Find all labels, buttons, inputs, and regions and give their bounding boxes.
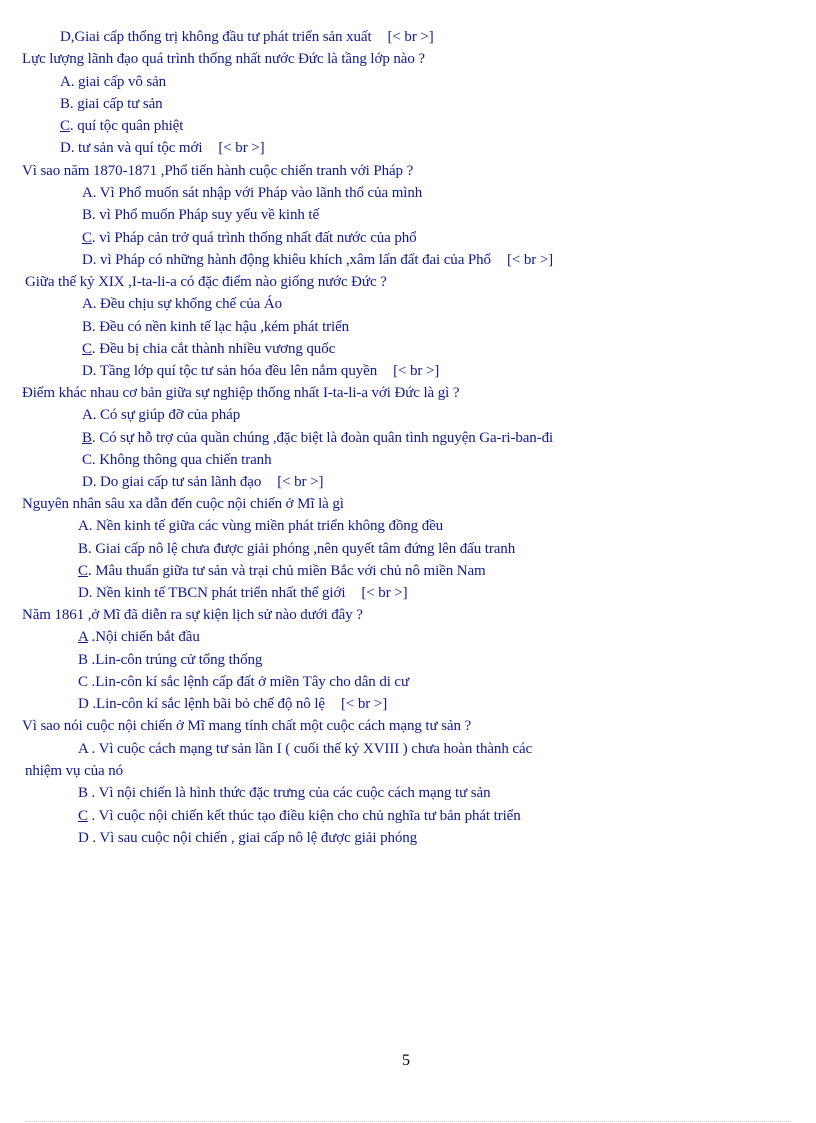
line-text: B . Vì nội chiến là hình thức đặc trưng của các cuộc cách mạng tư sản: [78, 785, 491, 801]
answer-key-letter: C: [82, 341, 92, 357]
br-tag: [< br >]: [506, 252, 554, 268]
line-text: C .Lin-côn kí sắc lệnh cấp đất ở miền Tây cho dân di cư: [78, 674, 410, 690]
text-line: [60, 72, 166, 92]
text-line: [78, 672, 409, 692]
line-text: B .Lin-côn trúng cử tổng thống: [78, 652, 263, 668]
answer-key-letter: B: [82, 430, 92, 446]
line-text: D. tư sản và quí tộc mới: [60, 140, 203, 156]
line-text: D . Vì sau cuộc nội chiến , giai cấp nô lệ được giải phóng: [78, 830, 418, 846]
footer-divider: [25, 1121, 791, 1122]
answer-key-letter: A: [78, 629, 88, 645]
answer-key-letter: C: [82, 230, 92, 246]
line-text: A. Có sự giúp đỡ của pháp: [82, 407, 241, 423]
question-line-with-break: [60, 27, 434, 47]
line-text: Giữa thế kỷ XIX ,I-ta-li-a có đặc điểm nào giống nước Đức ?: [25, 274, 387, 290]
text-line: [82, 317, 349, 337]
text-line: [82, 183, 422, 203]
line-text: . Đều bị chia cắt thành nhiều vương quốc: [91, 341, 336, 357]
line-text: D .Lin-côn kí sắc lệnh bãi bỏ chế độ nô lệ: [78, 696, 325, 712]
text-line: [82, 450, 271, 470]
line-text: B. giai cấp tư sản: [60, 96, 163, 112]
text-line: [78, 627, 200, 647]
text-line: [22, 605, 363, 625]
text-line: [82, 428, 553, 448]
text-line: [60, 94, 163, 114]
line-text: A. Vì Phổ muốn sát nhập với Pháp vào lãnh thổ của mình: [82, 185, 423, 201]
text-line: [78, 561, 486, 581]
answer-key-letter: C: [78, 563, 88, 579]
br-tag: [< br >]: [277, 474, 324, 490]
text-line: [22, 383, 459, 403]
text-line: [78, 783, 491, 803]
line-text: A. giai cấp vô sản: [60, 74, 167, 90]
line-text: D. Nền kinh tế TBCN phát triển nhất thế giới: [78, 585, 346, 601]
text-line: [22, 716, 471, 736]
text-line: [25, 761, 123, 781]
text-line: [82, 294, 282, 314]
question-line-with-break: [82, 361, 439, 381]
text-line: [60, 116, 183, 136]
line-text: .Nội chiến bắt đầu: [87, 629, 200, 645]
line-text: D. Do giai cấp tư sản lãnh đạo: [82, 474, 262, 490]
line-text: D. Tầng lớp quí tộc tư sản hóa đều lên nắm quyền: [82, 363, 378, 379]
br-tag: [< br >]: [393, 363, 440, 379]
line-text: . Mâu thuẩn giữa tư sản và trại chủ miền Bắc với chủ nô miền Nam: [87, 563, 486, 579]
line-text: Điểm khác nhau cơ bản giữa sự nghiệp thống nhất I-ta-li-a với Đức là gì ?: [22, 385, 460, 401]
text-line: [78, 739, 532, 759]
text-line: [82, 339, 335, 359]
line-text: B. Giai cấp nô lệ chưa được giải phóng ,nên quyết tâm đứng lên đấu tranh: [78, 541, 516, 557]
text-line: [22, 49, 425, 69]
line-text: A. Nền kinh tế giữa các vùng miền phát triển không đồng đều: [78, 518, 444, 534]
text-line: [22, 161, 413, 181]
line-text: Vì sao năm 1870-1871 ,Phổ tiến hành cuộc chiến tranh với Pháp ?: [22, 163, 414, 179]
line-text: . quí tộc quân phiệt: [69, 118, 184, 134]
answer-key-letter: C: [60, 118, 70, 134]
line-text: Lực lượng lãnh đạo quá trình thống nhất nước Đức là tầng lớp nào ?: [22, 51, 425, 67]
line-text: Năm 1861 ,ở Mĩ đã diễn ra sự kiện lịch sử nào dưới đây ?: [22, 607, 363, 623]
question-line-with-break: [78, 583, 408, 603]
question-line-with-break: [82, 250, 553, 270]
text-line: [78, 516, 443, 536]
line-text: . Vì cuộc nội chiến kết thúc tạo điều kiện cho chủ nghĩa tư bản phát triển: [87, 808, 521, 824]
line-text: D,Giai cấp thống trị không đầu tư phát triển sản xuất: [60, 29, 372, 45]
question-line-with-break: [78, 694, 387, 714]
br-tag: [< br >]: [340, 696, 388, 712]
line-text: B. Đều có nền kinh tế lạc hậu ,kém phát triển: [82, 319, 350, 335]
line-text: A . Vì cuộc cách mạng tư sản lần I ( cuối thế kỷ XVIII ) chưa hoàn thành các: [78, 741, 533, 757]
line-text: Vì sao nói cuộc nội chiến ở Mĩ mang tính chất một cuộc cách mạng tư sản ?: [22, 718, 472, 734]
br-tag: [< br >]: [387, 29, 434, 45]
line-text: . Có sự hỗ trợ của quần chúng ,đặc biệt là đoàn quân tình nguyện Ga-ri-ban-đi: [91, 430, 554, 446]
page-number: 5: [402, 1052, 410, 1069]
text-line: [78, 539, 515, 559]
line-text: . vì Pháp cản trở quá trình thống nhất đất nước của phổ: [91, 230, 417, 246]
text-line: [25, 272, 387, 292]
line-text: C. Không thông qua chiến tranh: [82, 452, 272, 468]
br-tag: [< br >]: [361, 585, 408, 601]
line-text: Nguyên nhân sâu xa dẫn đến cuộc nội chiến ở Mĩ là gì: [22, 496, 344, 512]
text-line: [82, 228, 417, 248]
text-line: [82, 405, 240, 425]
text-line: [78, 650, 262, 670]
question-line-with-break: [60, 138, 265, 158]
line-text: D. vì Pháp có những hành động khiêu khích ,xâm lấn đất đai của Phổ: [82, 252, 491, 268]
text-line: [78, 828, 417, 848]
br-tag: [< br >]: [218, 140, 265, 156]
text-line: [78, 806, 521, 826]
line-text: B. vì Phổ muốn Pháp suy yếu về kinh tế: [82, 207, 320, 223]
text-line: [22, 494, 344, 514]
text-line: [82, 205, 319, 225]
line-text: A. Đều chịu sự khống chế của Áo: [82, 296, 282, 312]
answer-key-letter: C: [78, 808, 88, 824]
line-text: nhiệm vụ của nó: [25, 763, 124, 779]
question-line-with-break: [82, 472, 323, 492]
